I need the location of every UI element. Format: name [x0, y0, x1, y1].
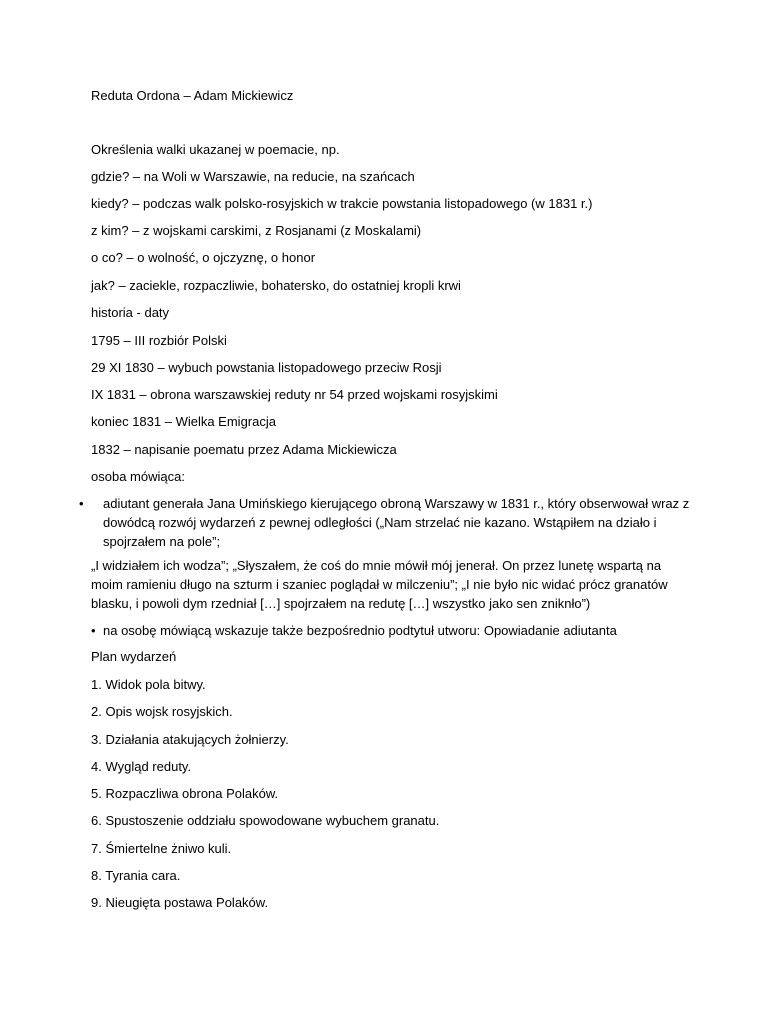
speaker-quote: „I widziałem ich wodza”; „Słyszałem, że coś do mnie mówił mój jenerał. On przez lunetę wspartą na moim ramieniu długo na szturm i szaniec poglądał w milczeniu”; „I nie było nic widać prócz granatów blasku, i powoli dym rzedniał […] spojrzałem na redutę […] wszystko jako sen zniknło”) [91, 558, 668, 611]
speaker-bullet-text: na osobę mówiącą wskazuje także bezpośrednio podtytuł utworu: Opowiadanie adiutanta [103, 623, 617, 638]
plan-item: 3. Działania atakujących żołnierzy. [91, 732, 289, 747]
history-date-item: 1832 – napisanie poematu przez Adama Mickiewicza [91, 442, 397, 457]
plan-item: 8. Tyrania cara. [91, 868, 181, 883]
question-where: gdzie? – na Woli w Warszawie, na reducie, na szańcach [91, 169, 415, 184]
plan-item: 4. Wygląd reduty. [91, 759, 192, 774]
speaker-bullet-item [91, 621, 691, 640]
plan-item: 5. Rozpaczliwa obrona Polaków. [91, 786, 279, 801]
speaker-heading: osoba mówiąca: [91, 469, 185, 484]
history-date-item: 1795 – III rozbiór Polski [91, 333, 227, 348]
history-heading: historia - daty [91, 305, 170, 320]
plan-item: 9. Nieugięta postawa Polaków. [91, 895, 269, 910]
question-when: kiedy? – podczas walk polsko-rosyjskich w trakcie powstania listopadowego (w 1831 r.) [91, 196, 593, 211]
speaker-bullet-text: adiutant generała Jana Umińskiego kierującego obroną Warszawy w 1831 r., który obserwował wraz z dowódcą rozwój wydarzeń z pewnej odległości („Nam strzelać nie kazano. Wstąpiłem na działo i spojrzałem na pole”; [103, 496, 690, 549]
plan-item: 7. Śmiertelne żniwo kuli. [91, 841, 232, 856]
speaker-bullet-item [79, 494, 703, 551]
plan-heading: Plan wydarzeń [91, 649, 177, 664]
plan-item: 6. Spustoszenie oddziału spowodowane wybuchem granatu. [91, 813, 440, 828]
history-date-item: 29 XI 1830 – wybuch powstania listopadowego przeciw Rosji [91, 360, 442, 375]
document-title: Reduta Ordona – Adam Mickiewicz [91, 88, 294, 103]
plan-item: 1. Widok pola bitwy. [91, 677, 206, 692]
plan-item: 2. Opis wojsk rosyjskich. [91, 704, 233, 719]
bullet-icon: • [79, 496, 84, 511]
intro-line: Określenia walki ukazanej w poemacie, np. [91, 142, 340, 157]
question-for-what: o co? – o wolność, o ojczyznę, o honor [91, 250, 316, 265]
question-with-whom: z kim? – z wojskami carskimi, z Rosjanami (z Moskalami) [91, 223, 422, 238]
history-date-item: koniec 1831 – Wielka Emigracja [91, 414, 276, 429]
history-date-item: IX 1831 – obrona warszawskiej reduty nr 54 przed wojskami rosyjskimi [91, 387, 498, 402]
question-how: jak? – zaciekle, rozpaczliwie, bohatersko, do ostatniej kropli krwi [91, 278, 461, 293]
bullet-icon: • [91, 623, 96, 638]
